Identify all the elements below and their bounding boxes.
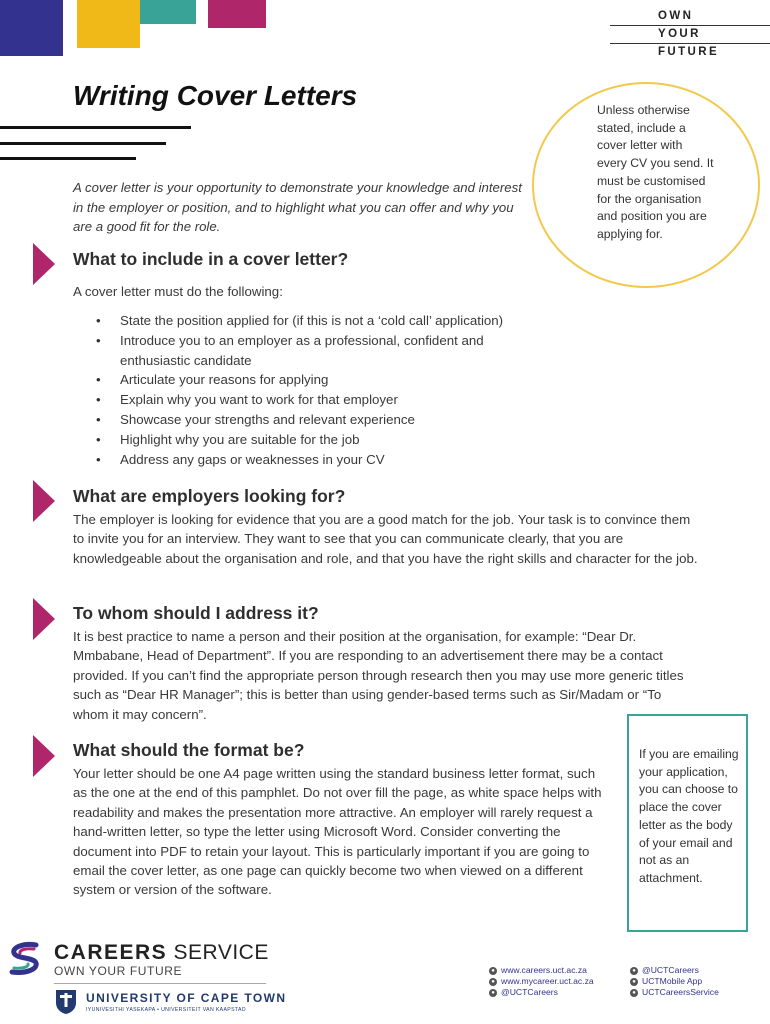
own-your-future-tagline — [610, 8, 770, 61]
callout-circle-text: Unless otherwise stated, include a cover letter with every CV you send. It must be customised for the organisation and position you are applying for. — [597, 103, 714, 241]
list-item: • Explain why you want to work for that employer — [96, 390, 546, 410]
address-body: It is best practice to name a person and their position at the organisation, for example: “Dear Dr. Mmbabane, Head of Department”. If you are responding to an advertisement there may be a contact provided. If you can’t find the appropriate person through research then you may use more generic titles such as “Dear HR Manager”; this is better than using gender-based terms such as Sir/Madam or “To whom it may concern”. — [73, 629, 684, 722]
intro-paragraph: A cover letter is your opportunity to demonstrate your knowledge and interest in the employer or position, and to highlight what you can offer and why you are a good fit for the role. — [73, 180, 522, 235]
contact-link[interactable]: ● @UCTCareers — [489, 987, 594, 998]
title-underline — [0, 157, 136, 160]
list-item: • Address any gaps or weaknesses in your CV — [96, 450, 546, 470]
contacts-left — [489, 965, 594, 998]
contact-link[interactable]: ● UCTCareersService — [630, 987, 719, 998]
list-item: • Introduce you to an employer as a professional, confident and enthusiastic candidate — [96, 331, 546, 371]
tagline-line: FUTURE — [658, 46, 720, 58]
globe-icon: ● — [489, 978, 497, 986]
brand-block-yellow — [77, 0, 140, 48]
section-heading-include: What to include in a cover letter? — [73, 249, 349, 269]
section-heading-address: To whom should I address it? — [73, 603, 319, 623]
callout-box-text: If you are emailing your application, you can choose to place the cover letter as the body of your email and not as an attachment. — [639, 747, 739, 885]
contact-link[interactable]: ● UCTMobile App — [630, 976, 719, 987]
contacts-right — [630, 965, 719, 998]
careers-service-tagline: OWN YOUR FUTURE — [54, 964, 183, 978]
contact-link[interactable]: ● www.mycareer.uct.ac.za — [489, 976, 594, 987]
uct-crest-icon — [55, 989, 77, 1015]
app-icon: ● — [630, 978, 638, 986]
footer-divider — [54, 983, 266, 984]
title-underline — [0, 142, 166, 145]
section-arrow-icon — [33, 243, 55, 285]
brand-block-magenta — [208, 0, 266, 28]
careers-service-logo-icon — [6, 941, 42, 977]
format-body: Your letter should be one A4 page written using the standard business letter format, such as the one at the end of this pamphlet. Do not over fill the page, as white space helps with readability and makes the presentation more attractive. An employer will rarely request a hand-written letter, so type the letter using Microsoft Word. Consider converting the document into PDF to retain your layout. This is particularly important if you are going to email the cover letter, as one page can quickly become two when viewed on a different system or version of the software. — [73, 766, 602, 898]
list-item: • Articulate your reasons for applying — [96, 370, 546, 390]
careers-service-rest: SERVICE — [173, 941, 269, 964]
page-title: Writing Cover Letters — [73, 80, 358, 111]
include-bullet-list — [96, 311, 546, 469]
university-subtitle: IYUNIVESITHI YASEKAPA • UNIVERSITEIT VAN KAAPSTAD — [86, 1007, 246, 1013]
section-arrow-icon — [33, 598, 55, 640]
include-lead: A cover letter must do the following: — [73, 284, 283, 299]
list-item: • State the position applied for (if this is not a ‘cold call’ application) — [96, 311, 546, 331]
contact-link[interactable]: ● www.careers.uct.ac.za — [489, 965, 594, 976]
instagram-icon: ● — [630, 989, 638, 997]
facebook-icon: ● — [630, 967, 638, 975]
list-item: • Highlight why you are suitable for the job — [96, 430, 546, 450]
section-arrow-icon — [33, 480, 55, 522]
twitter-icon: ● — [489, 989, 497, 997]
contact-link[interactable]: ● @UCTCareers — [630, 965, 719, 976]
list-item: • Showcase your strengths and relevant experience — [96, 410, 546, 430]
tagline-line: OWN — [610, 8, 770, 26]
brand-block-indigo — [0, 0, 63, 56]
careers-service-wordmark — [54, 941, 269, 965]
employers-body: The employer is looking for evidence that you are a good match for the job. Your task is to convince them to invite you for an interview. They want to see that you can communicate clearly, that you are knowledgeable about the organisation and role, and that you have the right skills and character for the job. — [73, 512, 698, 566]
tagline-line: YOUR — [610, 26, 770, 44]
careers-service-bold: CAREERS — [54, 941, 168, 964]
globe-icon: ● — [489, 967, 497, 975]
section-heading-format: What should the format be? — [73, 740, 305, 760]
section-arrow-icon — [33, 735, 55, 777]
brand-block-teal — [140, 0, 196, 24]
title-underline — [0, 126, 191, 129]
university-name: UNIVERSITY OF CAPE TOWN — [86, 991, 287, 1005]
section-heading-employers: What are employers looking for? — [73, 486, 346, 506]
